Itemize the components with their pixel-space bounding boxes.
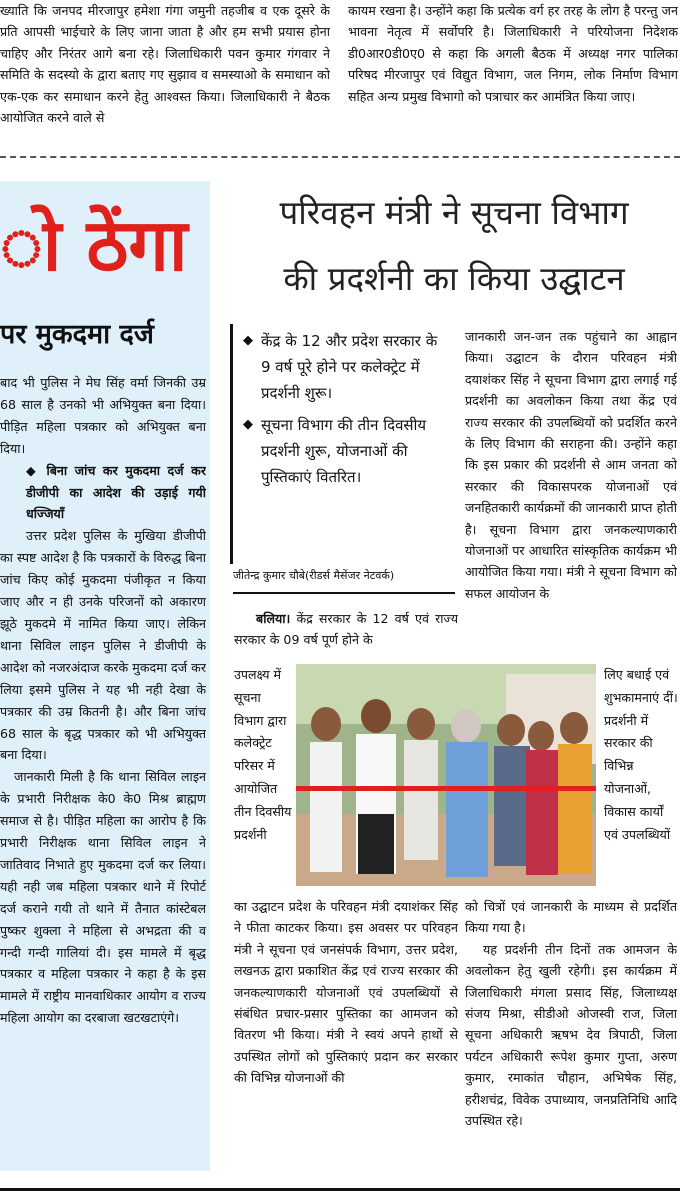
bottom-rule	[0, 1188, 680, 1191]
sidebar-subheadline: पर मुकदमा दर्ज	[0, 319, 154, 350]
headline-line-1: परिवहन मंत्री ने सूचना विभाग	[279, 193, 629, 232]
top-right-text: कायम रखना है। उन्होंने कहा कि प्रत्येक वर्ग हर तरह के लोग है परन्तु जन भावना नेतृत्व में सर्वोपरि है। जिलाधिकारी ने परियोजना निदेशक डी0आर0डी0ए0 से कहा कि अगली बैठक में अध्यक्ष नगर पालिका परिषद मीरजापुर एवं विद्युत विभाग, जल निगम, लोक निर्माण विभाग सहित अन्य प्रमुख विभागो को पत्राचार कर आमंत्रित किया जाए।	[348, 3, 678, 104]
article-wrap-right	[604, 664, 680, 886]
article-right-column-top	[465, 326, 677, 660]
top-left-column	[0, 0, 330, 142]
lead-paragraph	[234, 608, 458, 651]
sidebar-bullet-heading: ◆ बिना जांच कर मुकदमा दर्ज कर डीजीपी का आदेश की उड़ाई गयी धज्जियाँ	[26, 462, 206, 522]
diamond-bullet-icon: ◆	[243, 333, 253, 348]
article-paragraph: का उद्घाटन प्रदेश के परिवहन मंत्री दयाशंकर सिंह ने फीता काटकर किया। इस अवसर पर परिवहन मंत्री ने सूचना एवं जनसंपर्क विभाग, उत्तर प्रदेश, लखनऊ द्वारा प्रकाशित केंद्र एवं राज्य सरकार की जनकल्याणकारी योजनाओं एवं उपलब्धियों से संबंधित प्रचार-प्रसार पुस्तिका का आमजन को वितरण भी किया। मंत्री ने स्वयं अपने हाथों से उपस्थित लोगों को पुस्तिकाएं प्रदान कर सरकार की विभिन्न योजनाओं की	[234, 899, 458, 1086]
dateline: बलिया।	[256, 611, 291, 626]
highlight-text: केंद्र के 12 और प्रदेश सरकार के 9 वर्ष पूरे होने पर कलेक्ट्रेट में प्रदर्शनी शुरू।	[261, 332, 438, 402]
highlight-text: सूचना विभाग की तीन दिवसीय प्रदर्शनी शुरू, योजनाओं की पुस्तिकाएं वितरित।	[261, 416, 427, 486]
wrap-right-text: लिए बधाई एवं शुभकामनाएं दीं। प्रदर्शनी में सरकार की विभिन्न योजनाओं, विकास कार्यों एवं उपलब्धियों	[604, 667, 678, 842]
top-left-text: ख्याति कि जनपद मीरजापुर हमेशा गंगा जमुनी तहजीब व एक दूसरे के प्रति आपसी भाईचारे के लिए जाना जाता है और हम सभी प्रयास होना चाहिए और निरंतर आगे बना रहे। जिलाधिकारी पवन कुमार गंगवार ने समिति के सदस्यो के द्वारा बताए गए सुझाव व समस्याओ के समाधान को एक-एक कर समाधान करने हेतु आश्वस्त किया। जिलाधिकारी ने बैठक आयोजित करने वाले से	[0, 3, 330, 126]
sidebar-body	[0, 372, 206, 1162]
article-paragraph: जानकारी जन-जन तक पहुंचाने का आह्वान किया। उद्घाटन के दौरान परिवहन मंत्री दयाशंकर सिंह ने सूचना विभाग द्वारा लगाई गई प्रदर्शनी का अवलोकन किया तथा केंद्र एवं राज्य सरकार की उपलब्धियों को प्रदर्शित करने के लिए विभाग की सराहना की। उन्होंने कहा कि इस प्रकार की प्रदर्शनी से आम जनता को सरकार की विकासपरक योजनाओं एवं जनहितकारी कार्यक्रमों की जानकारी प्राप्त होती है। सूचना विभाग द्वारा जनकल्याणकारी योजनाओं पर आधारित सांस्कृतिक कार्यक्रम भी आयोजित किया गया। मंत्री ने सूचना विभाग को सफल आयोजन के	[465, 329, 677, 601]
byline: जीतेन्द्र कुमार चौबे(रीडर्स मैसेंजर नेटवर्क)	[233, 569, 395, 582]
sidebar-paragraph: जानकारी मिली है कि थाना सिविल लाइन के प्रभारी निरीक्षक के0 के0 मिश्र ब्राह्मण समाज से है। पीड़ित महिला का आरोप है कि प्रभारी निरीक्षक थाना सिविल लाइन ने जातिवाद निभाते हुए मुकदमा दर्ज कर लिया। यही नही जब महिला पत्रकार थाने में रिपोर्ट दर्ज कराने गयी तो थाने में तैनात कांस्टेबल पुष्कर शुक्ला ने महिला से अभद्रता की व गन्दी गन्दी गालियां दी। इस मामले में बृद्ध पत्रकार व महिला पत्रकार ने कहा है के इस मामले में राष्ट्रीय मानवाधिकार आयोग व राज्य महिला आयोग का दरबाजा खटखटाएंगे।	[0, 769, 206, 1026]
photo-illustration	[296, 664, 596, 886]
lead-text: केंद्र सरकार के 12 वर्ष एवं राज्य सरकार के 09 वर्ष पूर्ण होने के	[234, 611, 458, 648]
highlights-box	[230, 324, 452, 564]
article-paragraph: यह प्रदर्शनी तीन दिनों तक आमजन के अवलोकन हेतु खुली रहेगी। इस कार्यक्रम में जिलाधिकारी मंगला प्रसाद सिंह, जिलाध्यक्ष संजय मिश्रा, सीडीओ ओजस्वी राज, जिला सूचना अधिकारी ऋषभ देव त्रिपाठी, जिला पर्यटन अधिकारी रूपेश कुमार गुप्ता, अरुण कुमार, रमाकांत चौहान, अभिषेक सिंह, हरीशचंद्र, विवेक उपाध्याय, जनप्रतिनिधि आदि उपस्थित रहे।	[465, 941, 677, 1129]
sidebar-paragraph: उत्तर प्रदेश पुलिस के मुखिया डीजीपी का स्पष्ट आदेश है कि पत्रकारों के विरुद्ध बिना जांच किए कोई मुकदमा पंजीकृत न किया जाए और न ही उनके परिजनों को अकारण झूठे मुकदमे में नामित किया जाए। लेकिन थाना सिविल लाइन पुलिस ने डीजीपी के आदेश को नजरअंदाज करके मुकदमा दर्ज कर लिया इसमे पुलिस ने यह भी नही देखा के पत्रकार की उम्र कितनी है। और बिना जांच 68 साल के बृद्ध पत्रकार को भी अभियुक्त बना दिया।	[0, 528, 206, 763]
dashed-divider	[0, 156, 680, 158]
top-right-column	[348, 0, 678, 142]
wrap-left-text: उपलक्ष्य में सूचना विभाग द्वारा कलेक्ट्रेट परिसर में आयोजित तीन दिवसीय प्रदर्शनी	[234, 667, 292, 842]
headline-line-2: की प्रदर्शनी का किया उद्घाटन	[283, 259, 625, 298]
byline-rule	[233, 592, 455, 594]
article-lead	[234, 608, 458, 663]
article-right-column-bottom	[465, 896, 677, 1156]
article-paragraph: को चित्रों एवं जानकारी के माध्यम से प्रदर्शित किया गया है।	[465, 899, 677, 936]
inauguration-photo	[296, 664, 596, 886]
sidebar-headline: ो ठेंगा	[0, 202, 188, 287]
sidebar-paragraph: बाद भी पुलिस ने मेघ सिंह वर्मा जिनकी उम्र 68 साल है उनको भी अभियुक्त बना दिया। पीड़ित महिला पत्रकार को अभियुक्त बना दिया।	[0, 375, 206, 456]
highlight-item	[243, 412, 448, 490]
article-headline	[230, 190, 678, 302]
diamond-bullet-icon: ◆	[243, 417, 253, 432]
article-middle-column-bottom	[234, 896, 458, 1156]
article-wrap-left	[234, 664, 294, 886]
highlight-item	[243, 328, 448, 406]
